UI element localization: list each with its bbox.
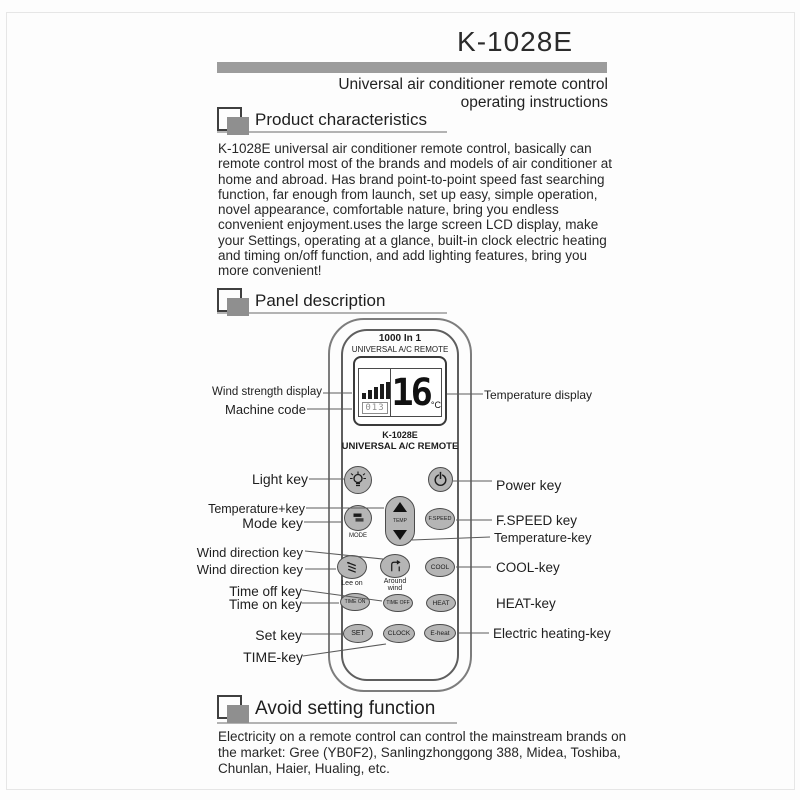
callout-mode-key: Mode key	[242, 515, 303, 531]
machine-code-readout: 013	[362, 402, 388, 414]
mode-key-button[interactable]	[344, 505, 372, 531]
callout-heat-key: HEAT-key	[496, 596, 556, 611]
lcd-inner-panel	[358, 368, 442, 417]
section-underline	[217, 312, 447, 314]
callout-electric-heating-key: Electric heating-key	[493, 626, 611, 641]
around-wind-arrow-icon	[387, 559, 403, 574]
section-marker-fill	[227, 298, 249, 316]
wind-direction-key-caption: Lee on	[341, 580, 363, 587]
callout-light-key: Light key	[251, 471, 308, 487]
section-heading-product: Product characteristics	[255, 110, 427, 129]
wind-strength-bars-icon	[362, 382, 390, 399]
temperature-readout	[391, 369, 441, 416]
callout-wind-strength-display: Wind strength display	[212, 386, 322, 398]
callout-set-key: Set key	[255, 627, 302, 643]
section-heading-panel: Panel description	[255, 291, 386, 310]
lcd-left-cell	[359, 369, 391, 416]
time-on-key-button[interactable]: TIME ON	[340, 593, 370, 611]
swing-wind-icon	[344, 560, 360, 575]
remote-model-line2: UNIVERSAL A/C REMOTE	[341, 441, 459, 452]
section-heading-avoid: Avoid setting function	[255, 698, 436, 719]
heat-key-button[interactable]: HEAT	[426, 594, 456, 612]
callout-temperature-display: Temperature display	[484, 388, 593, 402]
header-divider-bar	[217, 62, 607, 73]
fspeed-key-button[interactable]: F.SPEED	[425, 508, 455, 530]
callout-time-on-key: Time on key	[228, 597, 302, 612]
around-wind-key-button[interactable]	[380, 554, 410, 578]
callout-machine-code: Machine code	[225, 402, 306, 417]
light-key-button[interactable]	[344, 466, 372, 494]
callout-fspeed-key: F.SPEED key	[496, 513, 578, 528]
subtitle-line-1: Universal air conditioner remote control	[338, 76, 608, 93]
set-key-button[interactable]: SET	[343, 624, 373, 643]
remote-model-line1: K-1028E	[382, 430, 418, 440]
avoid-setting-text: Electricity on a remote control can control the mainstream brands on the market: Gree (YB0F2), Sanlingzhonggong 388, Midea, Toshiba, Chunlan, Haier, Hualing, etc.	[218, 729, 627, 777]
temp-up-down-button-group[interactable]	[385, 496, 415, 546]
temperature-unit: °C	[430, 400, 441, 410]
section-underline	[217, 722, 457, 724]
section-underline	[217, 131, 447, 133]
light-bulb-icon	[348, 470, 368, 490]
temperature-value: 16	[391, 371, 430, 414]
cool-key-button[interactable]: COOL	[425, 557, 455, 577]
around-wind-key-caption	[367, 578, 423, 592]
callout-temperature-plus-key: Temperature+key	[208, 502, 305, 516]
callout-power-key: Power key	[496, 477, 562, 493]
callout-time-key: TIME-key	[243, 649, 303, 665]
clock-key-button[interactable]: CLOCK	[383, 624, 415, 643]
temp-group-label: TEMP	[393, 518, 407, 524]
page-title: K-1028E	[457, 26, 573, 57]
mode-layers-icon	[350, 511, 366, 525]
callout-time-off-key: Time off key	[229, 584, 302, 599]
around-wind-caption-line1: Around	[383, 578, 407, 585]
remote-brand-line2: UNIVERSAL A/C REMOTE	[351, 345, 449, 354]
subtitle-line-2: operating instructions	[460, 94, 608, 111]
callout-wind-direction-key-1: Wind direction key	[196, 545, 303, 560]
remote-brand-line1: 1000 In 1	[378, 333, 422, 344]
triangle-down-icon[interactable]	[393, 530, 407, 540]
eheat-key-button[interactable]: E-heat	[424, 624, 456, 642]
wind-direction-key-button[interactable]	[337, 555, 367, 579]
section-marker-fill	[227, 705, 249, 723]
callout-temperature-minus-key: Temperature-key	[494, 530, 592, 545]
power-key-button[interactable]	[428, 467, 453, 492]
mode-key-caption: MODE	[349, 533, 367, 539]
product-characteristics-text: K-1028E universal air conditioner remote control, basically can remote control most of the brands and models of air conditioner at home and abroad. Has brand point-to-point speed fast searching function, far enough from launch, set up easy, simple operation, novel appearance, comfortable nature, bring you endless convenient enjoyment.uses the large screen LCD display, make your Settings, operating at a glance, built-in clock electric heating and timing on/off function, and add lighting features, bring you more convenient!	[218, 141, 612, 279]
callout-wind-direction-key-2: Wind direction key	[196, 562, 303, 577]
power-icon	[431, 470, 450, 489]
page-subtitle	[338, 76, 608, 112]
around-wind-caption-line2: wind	[387, 585, 403, 592]
time-off-key-button[interactable]: TIME OFF	[383, 594, 413, 612]
triangle-up-icon[interactable]	[393, 502, 407, 512]
callout-cool-key: COOL-key	[496, 560, 560, 575]
section-marker-fill	[227, 117, 249, 135]
